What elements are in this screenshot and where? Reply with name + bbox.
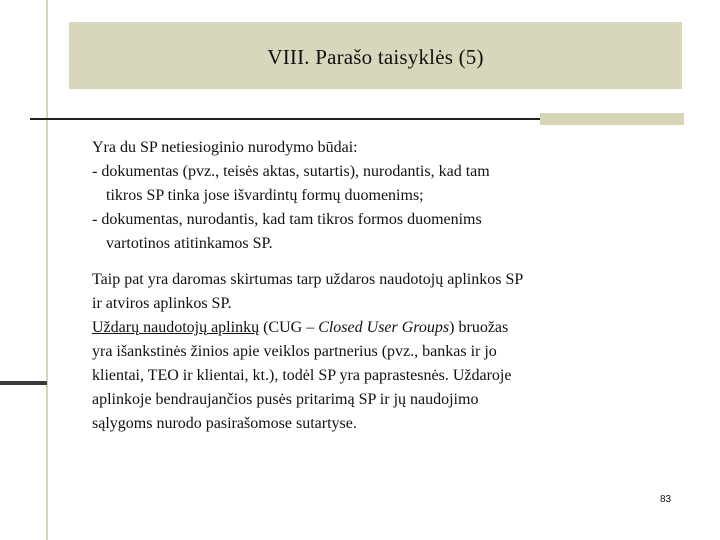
para2-line-3 xyxy=(92,316,672,340)
bullet-1-line-1: - dokumentas (pvz., teisės aktas, sutartis), nurodantis, kad tam xyxy=(92,163,490,180)
rule-accent-block xyxy=(540,113,684,125)
cug-term: Uždarų naudotojų aplinkų xyxy=(92,319,260,336)
para2-line-4: yra išankstinės žinios apie veiklos partnerius (pvz., bankas ir jo xyxy=(92,343,497,360)
slide-body xyxy=(92,136,672,436)
para2-line-6: aplinkoje bendraujančios pusės pritarimą SP ir jų naudojimo xyxy=(92,391,479,408)
slide-title: VIII. Parašo taisyklės (5) xyxy=(267,45,484,69)
bullet-2-line-2: vartotinos atitinkamos SP. xyxy=(106,235,273,252)
para2-line-1: Taip pat yra daromas skirtumas tarp uždaros naudotojų aplinkos SP xyxy=(92,271,524,288)
page-number: 83 xyxy=(660,494,672,505)
bullet-1-line-2: tikros SP tinka jose išvardintų formų duomenims; xyxy=(106,187,424,204)
cug-open: (CUG – xyxy=(259,319,319,336)
para2-line-2: ir atviros aplinkos SP. xyxy=(92,295,232,312)
title-rule xyxy=(30,118,540,120)
intro-text: Yra du SP netiesioginio nurodymo būdai: xyxy=(92,139,358,156)
bullet-2-line-1: - dokumentas, nurodantis, kad tam tikros formos duomenims xyxy=(92,211,482,228)
left-marker-bar xyxy=(0,381,47,385)
para2-line-7: sąlygoms nurodo pasirašomose sutartyse. xyxy=(92,415,357,432)
para2-line-5: klientai, TEO ir klientai, kt.), todėl SP yra paprastesnės. Uždaroje xyxy=(92,367,512,384)
cug-close: ) bruožas xyxy=(449,319,509,336)
title-band xyxy=(69,22,682,89)
cug-expansion: Closed User Groups xyxy=(318,319,450,336)
left-vertical-bar xyxy=(46,0,48,540)
paragraph-gap xyxy=(92,256,672,268)
